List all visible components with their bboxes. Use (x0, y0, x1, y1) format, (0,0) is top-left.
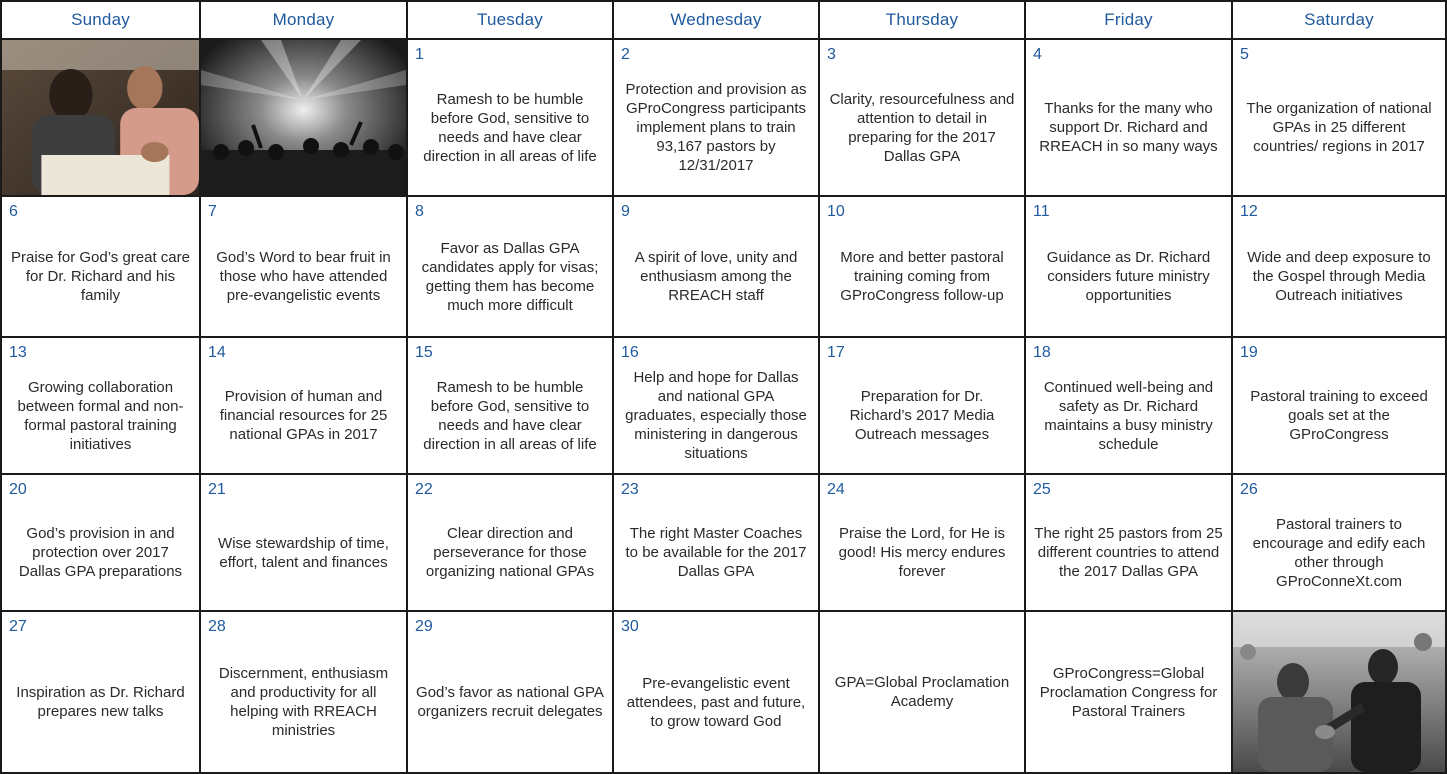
day-cell-20 (0, 475, 201, 612)
day-cell-22 (408, 475, 614, 612)
day-number: 19 (1240, 344, 1258, 361)
prayer-text: Preparation for Dr. Richard’s 2017 Media Outreach messages (849, 388, 995, 443)
day-cell-4 (1026, 40, 1233, 197)
day-number: 21 (208, 481, 226, 498)
day-number: 6 (9, 203, 18, 220)
prayer-text: Thanks for the many who support Dr. Richard and RREACH in so many ways (1039, 100, 1218, 155)
day-cell-24 (820, 475, 1026, 612)
prayer-text: Provision of human and financial resources for 25 national GPAs in 2017 (219, 388, 388, 443)
day-number: 11 (1033, 203, 1050, 220)
weekday-wednesday: Wednesday (614, 0, 820, 40)
prayer-text: God’s provision in and protection over 2017 Dallas GPA preparations (18, 525, 183, 580)
day-cell-28 (201, 612, 408, 774)
prayer-text: Inspiration as Dr. Richard prepares new talks (16, 684, 185, 720)
day-cell-27 (0, 612, 201, 774)
day-cell-17 (820, 338, 1026, 475)
day-number: 16 (621, 344, 639, 361)
prayer-text: Clarity, resourcefulness and attention to detail in preparing for the 2017 Dallas GPA (829, 90, 1015, 165)
prayer-text: Wise stewardship of time, effort, talent and finances (218, 534, 389, 571)
day-cell-2 (614, 40, 820, 197)
day-number: 28 (208, 618, 226, 635)
day-number: 1 (415, 46, 424, 63)
day-number: 4 (1033, 46, 1042, 63)
day-number: 15 (415, 344, 433, 361)
day-number: 5 (1240, 46, 1249, 63)
prayer-text: Favor as Dallas GPA candidates apply for visas; getting them has become much more difficult (421, 239, 599, 314)
day-number: 10 (827, 203, 845, 220)
photo-worship-concert-image (201, 40, 406, 195)
photo-praying-men-image (1233, 612, 1445, 772)
day-number: 22 (415, 481, 433, 498)
prayer-text: God’s favor as national GPA organizers recruit delegates (416, 684, 604, 720)
day-number: 20 (9, 481, 27, 498)
day-cell-29 (408, 612, 614, 774)
day-cell-5 (1233, 40, 1447, 197)
prayer-text: Ramesh to be humble before God, sensitive to needs and have clear direction in all areas of life (423, 378, 597, 453)
photo-worship-concert (201, 40, 408, 197)
day-number: 3 (827, 46, 836, 63)
prayer-text: Ramesh to be humble before God, sensitive to needs and have clear direction in all areas of life (423, 90, 597, 165)
prayer-text: Help and hope for Dallas and national GPA graduates, especially those ministering in dangerous situations (625, 369, 807, 462)
prayer-text: Praise the Lord, for He is good! His mercy endures forever (838, 525, 1006, 580)
day-number: 2 (621, 46, 630, 63)
day-cell-8 (408, 197, 614, 338)
prayer-text: More and better pastoral training coming from GProCongress follow-up (840, 249, 1004, 304)
day-number: 7 (208, 203, 217, 220)
day-number: 9 (621, 203, 630, 220)
day-cell-16 (614, 338, 820, 475)
day-number: 29 (415, 618, 433, 635)
day-cell-13 (0, 338, 201, 475)
day-number: 12 (1240, 203, 1258, 220)
day-cell-1 (408, 40, 614, 197)
day-cell-18 (1026, 338, 1233, 475)
day-cell-3 (820, 40, 1026, 197)
prayer-text: Praise for God’s great care for Dr. Richard and his family (11, 249, 190, 304)
prayer-text: Guidance as Dr. Richard considers future ministry opportunities (1046, 249, 1211, 304)
prayer-text: Pastoral training to exceed goals set at the GProCongress (1250, 388, 1428, 443)
day-number: 13 (9, 344, 27, 361)
weekday-thursday: Thursday (820, 0, 1026, 40)
day-cell-21 (201, 475, 408, 612)
day-number: 8 (415, 203, 424, 220)
day-number: 24 (827, 481, 845, 498)
prayer-text: Growing collaboration between formal and non-formal pastoral training initiatives (17, 378, 184, 453)
day-cell-10 (820, 197, 1026, 338)
weekday-tuesday: Tuesday (408, 0, 614, 40)
day-number: 30 (621, 618, 639, 635)
prayer-text: The organization of national GPAs in 25 different countries/ regions in 2017 (1246, 100, 1432, 155)
note-gpa-definition: GPA=Global Proclamation Academy (820, 612, 1026, 774)
weekday-sunday: Sunday (0, 0, 201, 40)
day-cell-15 (408, 338, 614, 475)
day-number: 26 (1240, 481, 1258, 498)
day-number: 14 (208, 344, 226, 361)
day-number: 17 (827, 344, 845, 361)
day-cell-9 (614, 197, 820, 338)
photo-two-men-reading-image (2, 40, 199, 195)
day-number: 27 (9, 618, 27, 635)
day-cell-19 (1233, 338, 1447, 475)
photo-two-men-reading (0, 40, 201, 197)
photo-praying-men (1233, 612, 1447, 774)
day-cell-25 (1026, 475, 1233, 612)
day-number: 23 (621, 481, 639, 498)
note-gprocongress-definition: GProCongress=Global Proclamation Congress for Pastoral Trainers (1026, 612, 1233, 774)
prayer-text: The right Master Coaches to be available for the 2017 Dallas GPA (625, 525, 807, 580)
weekday-friday: Friday (1026, 0, 1233, 40)
day-cell-30 (614, 612, 820, 774)
day-number: 25 (1033, 481, 1051, 498)
day-cell-6 (0, 197, 201, 338)
day-cell-12 (1233, 197, 1447, 338)
prayer-text: The right 25 pastors from 25 different countries to attend the 2017 Dallas GPA (1034, 525, 1223, 580)
weekday-monday: Monday (201, 0, 408, 40)
prayer-text: God’s Word to bear fruit in those who have attended pre-evangelistic events (216, 249, 391, 304)
prayer-text: Pre-evangelistic event attendees, past and future, to grow toward God (626, 674, 806, 730)
prayer-text: Protection and provision as GProCongress participants implement plans to train 93,167 pastors by 12/31/2017 (625, 81, 807, 174)
day-cell-26 (1233, 475, 1447, 612)
prayer-text: Wide and deep exposure to the Gospel through Media Outreach initiatives (1247, 249, 1431, 304)
prayer-text: Clear direction and perseverance for those organizing national GPAs (425, 525, 595, 580)
prayer-text: Pastoral trainers to encourage and edify each other through GProConneXt.com (1252, 515, 1426, 590)
day-cell-23 (614, 475, 820, 612)
prayer-text: Continued well-being and safety as Dr. Richard maintains a busy ministry schedule (1043, 378, 1214, 453)
prayer-text: A spirit of love, unity and enthusiasm among the RREACH staff (634, 249, 798, 304)
day-cell-11 (1026, 197, 1233, 338)
weekday-saturday: Saturday (1233, 0, 1447, 40)
day-cell-14 (201, 338, 408, 475)
day-number: 18 (1033, 344, 1051, 361)
prayer-text: Discernment, enthusiasm and productivity for all helping with RREACH ministries (218, 665, 389, 739)
day-cell-7 (201, 197, 408, 338)
